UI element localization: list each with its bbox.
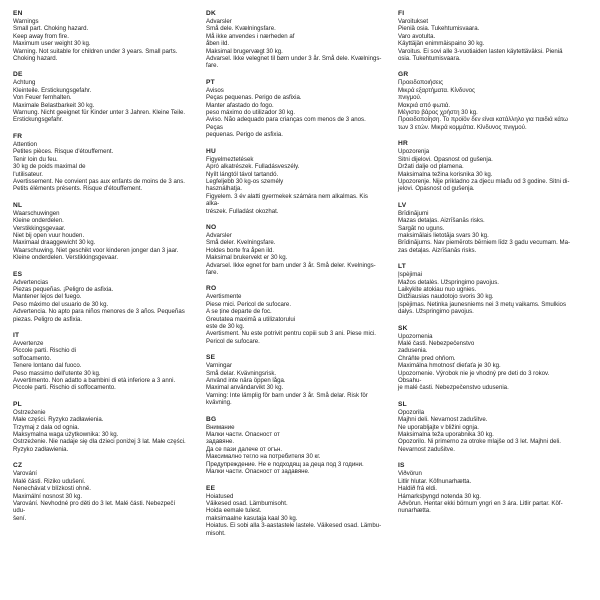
warning-text-line: Sitni dijelovi. Opasnost od gušenja. [398,155,493,163]
language-code: SK [398,324,408,332]
warning-text-line: Legfeljebb 30 kg-os személy [206,177,284,185]
warning-section-es [13,271,189,323]
warning-text-line: Små delar. Kvävningsrisk. [206,369,277,377]
warning-text-line: Trzymaj z dala od ognia. [13,423,80,431]
warning-text-line: Varo avotulta. [398,32,436,40]
warning-text-line: Да се пази далече от огън. [206,445,283,453]
warning-heading: Внимание [206,423,235,431]
warning-heading: Advarsler [206,231,232,239]
warning-text-line: Advarsel. Ikke egnet for barn under 3 år. Små deler. Kvelnings- [206,261,376,269]
warning-heading: Warnings [13,18,39,25]
warning-heading: Brīdinājumi [398,209,429,217]
warning-text-line: Pericol de sufocare. [206,337,260,345]
warning-text-line: Ne uporabljajte v bližini ognja. [398,423,479,431]
warning-text-line: Advarsel. Ikke velegnet til børn under 3 år. Små dele. Kvælnings- [206,55,382,63]
language-code: NO [206,223,217,231]
warning-section-it [13,332,189,392]
language-code: BG [206,415,217,423]
warning-text-line: Piccole parti. Rischio di soffocamento. [13,384,116,392]
warning-section-lv [398,202,574,254]
warning-section-se [206,354,382,406]
warning-heading: Varoitukset [398,18,429,25]
language-code: EE [206,484,216,492]
warning-text-line: piezas. Peligro de asfixia. [13,315,83,323]
warning-heading: Varningar [206,362,232,370]
warning-text-line: задавяне. [206,438,235,446]
warning-section-is [398,462,574,514]
warning-text-line: των 3 ετών. Μικρά κομμάτια. Κίνδυνος πνιγμού. [398,123,527,131]
warning-text-line: Tenere lontano dal fuoco. [13,362,82,370]
warning-text-line: Verstikkingsgevaar. [13,224,66,232]
warning-text-line: Advertencia. No apto para niños menores de 3 años. Pequeñas [13,308,185,316]
warning-text-line: Avertissement. Ne convient pas aux enfants de moins de 3 ans. [13,177,185,185]
warning-section-sl [398,401,574,453]
warning-text-line: Mazas detaļas. Aizrīšanās risks. [398,217,485,225]
language-code: DE [13,71,23,79]
warning-heading: Varování [13,470,37,478]
warning-text-line: trészek. Fulladást okozhat. [206,207,279,215]
warning-heading: Advertencias [13,278,49,286]
warning-text-line: Pieniä osia. Tukehtumisvaara. [398,25,480,33]
warning-text-line: Upozornenie. Výrobok nie je vhodný pre deti do 3 rokov. Obsahu- [398,369,552,385]
warning-text-line: Opozorilo. Ni primerno za otroke mlajše od 3 let. Majhni deli. [398,438,561,446]
warning-text-line: Maksimal brugervægt 30 kg. [206,47,283,55]
warning-text-line: Maksimal brukervekt er 30 kg. [206,254,288,262]
warning-text-line: zadusenia. [398,347,428,355]
warning-section-sk [398,325,574,392]
warning-text-line: Avertisment. Nu este potrivit pentru copiii sub 3 ani. Piese mici. [206,330,376,338]
warning-text-line: Aviso. Não adequado para crianças com menos de 3 anos. Peças [206,116,368,131]
language-code: CZ [13,462,23,470]
warning-section-nl [13,202,189,262]
warning-text-line: πνιγμού. [398,94,422,102]
language-code: SL [398,400,407,408]
warning-text-line: Maximaal draaggewicht 30 kg. [13,239,96,247]
warning-heading: Figyelmeztetések [206,155,254,163]
warning-section-de [13,71,189,123]
warning-section-dk [206,10,382,70]
warnings-column-2 [206,10,382,546]
warning-section-bg [206,416,382,476]
language-code: PL [13,400,22,408]
warning-text-line: Piccole parti. Rischio di [13,347,76,355]
warning-text-line: Maksymalna waga użytkownika: 30 kg. [13,431,119,439]
warning-text-line: Waarschuwing. Niet geschikt voor kinderen jonger dan 3 jaar. [13,246,179,254]
language-code: RO [206,285,217,293]
warning-text-line: kvävning. [206,399,232,407]
language-code: PT [206,78,215,86]
warning-text-line: Petites pièces. Risque d'étouffement. [13,148,114,156]
warning-text-line: Malé časti. Nebezpečenstvo [398,340,475,347]
warning-heading: Avertismente [206,293,242,301]
warning-text-line: Small part. Choking hazard. [13,25,89,33]
warning-heading: Waarschuwingen [13,209,60,217]
warning-text-line: maksimālais lietotāja svars 30 kg. [398,231,489,239]
warning-text-line: Choking hazard. [13,55,58,63]
warning-text-line: Greutatea maximă a utilizatorului [206,315,296,323]
warning-text-line: Nevarnost zadušitve. [398,445,455,453]
warning-text-line: Maximální nosnost 30 kg. [13,492,83,500]
warning-text-line: Maximal användarvikt 30 kg. [206,384,284,392]
warning-section-ro [206,285,382,345]
warning-text-line: Warning. Not suitable for children under 3 years. Small parts. [13,47,178,55]
warning-text-line: Držati dalje od plamena. [398,163,464,171]
warning-text-line: Įspėjimas. Netinka jaunesniems nei 3 metų vaikams. Smulkios [398,300,566,308]
warning-section-pt [206,79,382,139]
language-code: DK [206,10,216,17]
warning-text-line: osia. Tukehtumisvaara. [398,55,461,63]
warning-heading: Įspėjimai [398,271,423,279]
language-code: IS [398,462,405,470]
warning-text-line: Hoiatus. Ei sobi alla 3-aastastele lastele. Väikesed osad. Lämbu- [206,522,382,530]
warning-text-line: Nenechávat v blízkosti ohně. [13,485,91,493]
language-code: LT [398,263,406,271]
warning-heading: Achtung [13,79,36,87]
warning-text-line: Малки части. Опасност от задавяне. [206,468,310,476]
warning-text-line: Von Feuer fernhalten. [13,94,72,102]
warnings-column-1 [13,10,189,531]
warning-text-line: Holdes borte fra åpen ild. [206,246,275,254]
warning-heading: Avvertenze [13,340,44,347]
warning-text-line: šení. [13,514,27,522]
warning-text-line: Väikesed osad. Lämbumisoht. [206,499,288,507]
warning-text-line: Предупреждение. Не е подходящ за деца под 3 години. [206,460,364,468]
warning-text-line: Piese mici. Pericol de sufocare. [206,300,292,308]
warning-text-line: Sargāt no uguns. [398,224,445,232]
warning-text-line: Kleinteile. Erstickungsgefahr. [13,86,92,94]
warning-text-line: Peso máximo del usuario de 30 kg. [13,300,109,308]
warning-text-line: Ostrzeżenie. Nie nadaje się dla dzieci poniżej 3 lat. Małe części. [13,438,186,446]
warning-heading: Attention [13,140,38,148]
warning-section-gr [398,71,574,131]
warning-text-line: Avvertimento. Non adatto a bambini di età inferiore a 3 anni. [13,377,176,385]
warning-text-line: használhatja. [206,185,242,193]
warning-text-line: Малки части. Опасност от [206,431,280,439]
language-code: GR [398,71,409,79]
warning-text-line: Hoida eemale tulest. [206,507,262,515]
warning-text-line: Majhni deli. Nevarnost zadušitve. [398,416,488,424]
warning-text-line: Peças pequenas. Perigo de asfixia. [206,94,302,102]
warning-text-line: Laikykite atokiau nuo ugnies. [398,285,477,293]
warning-text-line: Varování. Nevhodné pro děti do 3 let. Malé části. Nebezpečí udu- [13,499,177,515]
warning-text-line: Maksimalna težina korisnika 30 kg. [398,170,493,178]
warning-section-en [13,10,189,62]
warning-text-line: Didžiausias naudotojo svoris 30 kg. [398,293,494,301]
warning-text-line: Maximale Belastbarkeit 30 kg. [13,101,95,109]
warning-text-line: Maximum user weight 30 kg. [13,40,91,48]
language-code: HU [206,147,216,155]
warning-text-line: Μικρά εξαρτήματα. Κίνδυνος [398,86,475,94]
warning-text-line: Małe części. Ryzyko zadławienia. [13,416,104,424]
warning-text-line: Warnung. Nicht geeignet für Kinder unter 3 Jahren. Kleine Teile. [13,109,186,117]
warning-text-line: misoht. [206,529,226,537]
warning-text-line: Må ikke anvendes i nærheden af [206,32,295,40]
warning-text-line: Maximálna hmotnosť dieťaťa je 30 kg. [398,362,501,370]
language-code: SE [206,354,216,362]
warning-heading: Upozorenja [398,148,430,156]
warning-text-line: Apró alkatrészek. Fulladásveszély. [206,163,300,171]
warning-text-line: zas detaļas. Aizrīšanās risks. [398,246,477,254]
warning-text-line: Petits éléments présents. Risque d'étouffement. [13,185,143,193]
warning-text-line: Upozorenje. Nije prikladno za djecu mlađu od 3 godine. Sitni di- [398,177,570,185]
warning-text-line: l'utilisateur. [13,170,43,178]
warning-heading: Upozornenia [398,332,433,340]
warning-text-line: Brīdinājums. Nav piemērots bērniem līdz 3 gadu vecumam. Ma- [398,239,571,247]
warning-text-line: Ryzyko zadławienia. [13,445,69,453]
warning-text-line: Varning: Inte lämplig för barn under 3 år. Små delar. Risk för [206,391,368,399]
warning-text-line: Niet bij open vuur houden. [13,231,85,239]
warning-text-line: Hámarksþyngd notenda 30 kg. [398,492,481,500]
warning-text-line: Käyttäjän enimmäispaino 30 kg. [398,40,485,48]
warning-text-line: maksimaalne kasutaja kaal 30 kg. [206,514,298,522]
warning-heading: Ostrzeżenie [13,408,46,416]
language-code: EN [13,10,23,17]
warning-text-line: Peso massimo dell'utente 30 kg. [13,369,101,377]
warning-text-line: Varoitus. Ei sovi alle 3-vuotiaiden lasten käytettäväksi. Pieniä [398,47,563,55]
warning-text-line: fare. [206,268,219,276]
warnings-column-3 [398,10,574,524]
warning-text-line: nunarhætta. [398,507,431,515]
warning-text-line: Manter afastado do fogo. [206,101,274,109]
warning-text-line: Erstickungsgefahr. [13,116,64,124]
warning-text-line: A se ține departe de foc. [206,308,272,316]
warning-text-line: Malé části. Riziko udušení. [13,477,86,485]
warning-text-line: este de 30 kg. [206,323,245,330]
warning-section-ee [206,485,382,537]
warning-text-line: je malé časti. Nebezpečenstvo udusenia. [398,384,509,392]
warning-text-line: Små dele. Kvælningsfare. [206,25,276,33]
warning-text-line: jelovi. Opasnost od gušenja. [398,185,475,193]
warning-heading: Προειδοποιήσεις [398,79,444,87]
warning-text-line: Chráňte pred ohňom. [398,354,456,362]
warning-text-line: peso máximo do utilizador 30 kg. [206,109,296,117]
warning-text-line: Keep away from fire. [13,32,69,40]
warning-section-fi [398,10,574,62]
warning-text-line: Nyílt lángtól távol tartandó. [206,170,279,178]
warning-text-line: soffocamento. [13,354,52,362]
warning-heading: Opozorila [398,408,425,416]
warning-section-fr [13,133,189,193]
warning-text-line: Kleine onderdelen. [13,217,64,225]
warning-text-line: Kleine onderdelen. Verstikkingsgevaar. [13,254,119,262]
warning-text-line: fare. [206,62,219,70]
warning-text-line: Μέγιστο βάρος χρήστη 30 kg. [398,109,478,117]
language-code: IT [13,332,20,339]
warning-text-line: Mantener lejos del fuego. [13,293,82,301]
warning-text-line: Haldið frá eldi. [398,485,437,493]
warning-text-line: Piezas pequeñas. ¡Peligro de asfixia. [13,285,114,293]
warning-text-line: Små deler. Kvelningsfare. [206,239,276,247]
warning-text-line: Μακριά από φωτιά. [398,101,451,109]
warning-text-line: Figyelem. 3 év alatti gyermekek számára nem alkalmas. Kis alka- [206,192,370,208]
warning-section-cz [13,462,189,522]
language-code: FR [13,132,23,140]
warning-section-no [206,224,382,276]
warning-heading: Viðvörun [398,470,422,478]
warning-text-line: Tenir loin du feu. [13,155,58,163]
warning-heading: Advarsler [206,18,232,25]
language-code: LV [398,201,407,209]
language-code: FI [398,10,405,17]
warning-text-line: dalys. Užspringimo pavojus. [398,308,474,316]
warning-text-line: Litlir hlutar. Köfnunarhætta. [398,477,472,485]
language-code: NL [13,201,23,209]
warning-text-line: Maksimalna teža uporabnika 30 kg. [398,431,494,439]
warning-text-line: Максимално тегло на потребителя 30 кг. [206,453,321,461]
warning-text-line: pequenas. Perigo de asfixia. [206,131,283,139]
warning-heading: Avisos [206,86,224,94]
warning-text-line: Mažos detalės. Užspringimo pavojus. [398,278,499,286]
language-code: HR [398,140,408,148]
warning-section-hu [206,148,382,215]
language-code: ES [13,270,23,278]
warning-text-line: åben ild. [206,40,230,48]
warning-text-line: 30 kg de poids maximal de [13,163,86,171]
warning-section-hr [398,140,574,192]
warning-text-line: Använd inte nära öppen låga. [206,377,286,385]
warning-section-pl [13,401,189,453]
warning-text-line: Aðvörun. Hentar ekki börnum yngri en 3 ára. Litlir partar. Köf- [398,499,563,507]
warning-text-line: Προειδοποίηση. Το προϊόν δεν είναι κατάλληλο για παιδιά κάτω [398,116,568,124]
warning-heading: Hoiatused [206,492,234,500]
warning-section-lt [398,263,574,315]
